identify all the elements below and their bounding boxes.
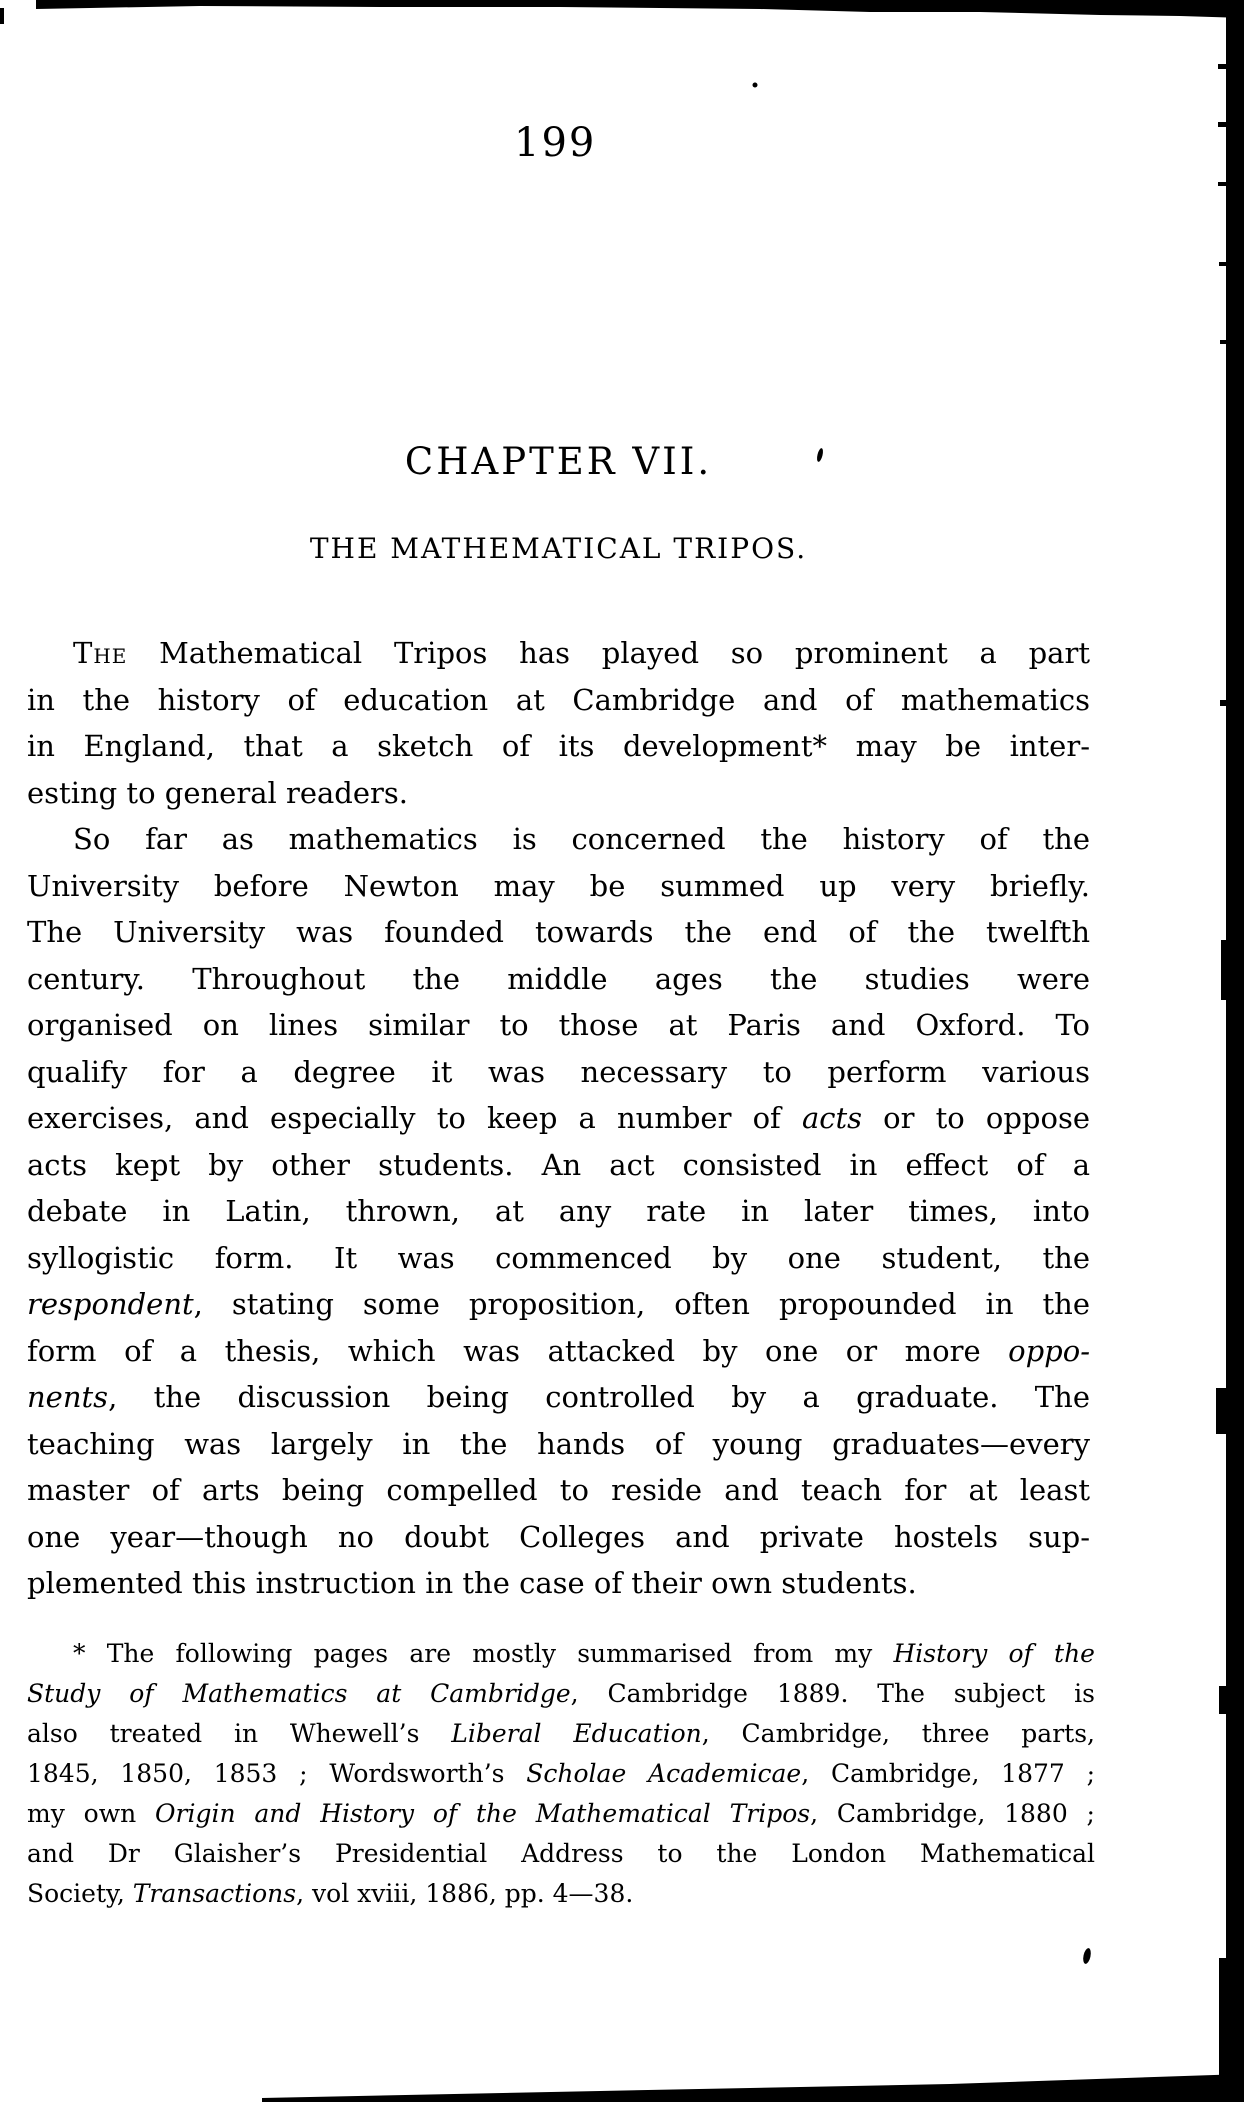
- text: 1845, 1850, 1853 ; Wordsworth’s: [27, 1759, 527, 1788]
- italic-text: Scholae Academicae: [526, 1759, 802, 1788]
- text-line: [27, 956, 1090, 1003]
- text-line: [27, 1467, 1090, 1514]
- italic-text: nents: [27, 1380, 109, 1414]
- text: form of a thesis, which was attacked by one or more: [27, 1333, 1009, 1368]
- italic-text: Transactions: [132, 1879, 297, 1908]
- italic-text: oppo-: [1008, 1333, 1090, 1368]
- text-line: [27, 909, 1090, 956]
- text: , Cambridge 1889. The subject is: [570, 1679, 1095, 1708]
- text: , the discussion being controlled by a graduate. The: [108, 1380, 1090, 1414]
- scan-edge-bottom: [262, 2074, 1244, 2102]
- speck-top-left: [0, 8, 4, 24]
- text-line: [27, 1142, 1090, 1189]
- text: esting to general readers.: [27, 775, 408, 810]
- text-line: [27, 1514, 1090, 1561]
- text: , Cambridge, three parts,: [701, 1719, 1095, 1748]
- text: debate in Latin, thrown, at any rate in later times, into: [27, 1194, 1090, 1228]
- text: and Dr Glaisher’s Presidential Address to the London Mathematical: [27, 1839, 1095, 1868]
- smallcaps-text: The: [73, 636, 128, 670]
- text: teaching was largely in the hands of young graduates—every: [27, 1426, 1090, 1461]
- italic-text: Study of Mathematics at Cambridge: [27, 1679, 571, 1708]
- text-line: [27, 816, 1090, 863]
- text: my own: [27, 1799, 156, 1828]
- text-line: [27, 1049, 1090, 1096]
- text-line: [27, 1634, 1095, 1674]
- scan-edge-top: [36, 0, 1244, 18]
- body-text: [27, 630, 1090, 1607]
- scan-edge-right: [1226, 6, 1244, 2102]
- italic-text: History of the: [893, 1639, 1095, 1668]
- text: The University was founded towards the end of the twelfth: [27, 915, 1090, 949]
- text-line: [27, 1095, 1090, 1142]
- speck-dot: [753, 83, 758, 88]
- text-line: [27, 1560, 1090, 1607]
- chapter-heading: CHAPTER VII.: [404, 440, 713, 483]
- text: * The following pages are mostly summarised from my: [73, 1639, 894, 1668]
- text: in the history of education at Cambridge and of mathematics: [27, 682, 1090, 717]
- text: qualify for a degree it was necessary to perform various: [27, 1054, 1090, 1089]
- text-line: [27, 1374, 1090, 1421]
- text: , Cambridge, 1877 ;: [801, 1759, 1096, 1788]
- text: organised on lines similar to those at Paris and Oxford. To: [27, 1008, 1090, 1042]
- text: , vol xviii, 1886, pp. 4—38.: [296, 1879, 634, 1908]
- text-line: [27, 630, 1090, 677]
- text-line: [27, 1794, 1095, 1834]
- text-line: [27, 1834, 1095, 1874]
- italic-text: Origin and History of the Mathematical Tripos: [155, 1799, 811, 1828]
- text: , stating some proposition, often propounded in the: [193, 1287, 1090, 1321]
- text: in England, that a sketch of its development* may be inter-: [27, 729, 1090, 763]
- text-line: [27, 1874, 1095, 1914]
- text: exercises, and especially to keep a number of: [27, 1101, 802, 1135]
- text-line: [27, 1754, 1095, 1794]
- text-line: [27, 677, 1090, 724]
- text-line: [27, 1328, 1090, 1375]
- italic-text: Liberal Education: [451, 1719, 702, 1748]
- italic-text: respondent: [27, 1287, 194, 1321]
- speck-comma: [1082, 1947, 1092, 1964]
- text-line: [27, 863, 1090, 910]
- text-line: [27, 1714, 1095, 1754]
- text-line: [27, 723, 1090, 770]
- text-line: [27, 1421, 1090, 1468]
- text: Mathematical Tripos has played so prominent a part: [127, 636, 1090, 670]
- text: master of arts being compelled to reside and teach for at least: [27, 1473, 1090, 1507]
- text-line: [27, 770, 1090, 817]
- text: century. Throughout the middle ages the studies were: [27, 961, 1090, 996]
- text: or to oppose: [862, 1101, 1090, 1135]
- text-line: [27, 1002, 1090, 1049]
- text: acts kept by other students. An act consisted in effect of a: [27, 1147, 1090, 1182]
- text-line: [27, 1281, 1090, 1328]
- text-line: [27, 1235, 1090, 1282]
- page-number: 199: [514, 120, 597, 166]
- text: University before Newton may be summed up very briefly.: [27, 868, 1090, 903]
- text: So far as mathematics is concerned the history of the: [73, 822, 1090, 856]
- italic-text: acts: [801, 1101, 863, 1135]
- text: Society,: [27, 1879, 133, 1908]
- footnote: [27, 1634, 1095, 1914]
- text-line: [27, 1674, 1095, 1714]
- text: one year—though no doubt Colleges and private hostels sup-: [27, 1519, 1090, 1554]
- text-line: [27, 1188, 1090, 1235]
- text: , Cambridge, 1880 ;: [810, 1799, 1095, 1828]
- text: plemented this instruction in the case of their own students.: [27, 1566, 917, 1600]
- section-heading: THE MATHEMATICAL TRIPOS.: [309, 532, 808, 565]
- text: also treated in Whewell’s: [27, 1719, 452, 1748]
- text: syllogistic form. It was commenced by one student, the: [27, 1240, 1090, 1275]
